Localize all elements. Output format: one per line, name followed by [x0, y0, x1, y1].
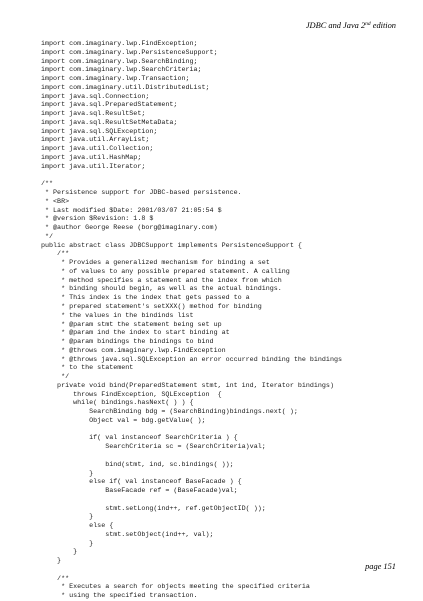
code-line: import java.sql.PreparedStatement; — [41, 101, 178, 110]
code-line: import java.sql.ResultSet; — [41, 110, 146, 119]
header-title-suffix: edition — [370, 21, 396, 30]
code-line: bind(stmt, ind, sc.bindings( )); — [41, 460, 234, 469]
code-line: } — [41, 548, 78, 557]
code-line: import java.sql.Connection; — [41, 92, 150, 101]
code-line: else if( val instanceof BaseFacade ) { — [41, 478, 242, 487]
code-line: import java.util.HashMap; — [41, 153, 142, 162]
code-line: */ — [41, 232, 54, 241]
code-line: * the values in the bindinds list — [41, 311, 194, 320]
code-line: } — [41, 513, 94, 522]
code-line: while( bindings.hasNext( ) ) { — [41, 399, 194, 408]
code-listing — [41, 40, 342, 601]
code-line: * This index is the index that gets passed to a — [41, 294, 250, 303]
code-line: * Provides a generalized mechanism for binding a set — [41, 259, 270, 268]
code-line: * @param ind the index to start binding at — [41, 329, 230, 338]
code-line: import com.imaginary.lwp.Transaction; — [41, 75, 190, 84]
code-line — [41, 452, 342, 461]
code-line: } — [41, 557, 62, 566]
code-line: * @param bindings the bindings to bind — [41, 338, 214, 347]
code-line: import java.sql.SQLException; — [41, 127, 158, 136]
code-line: import java.sql.ResultSetMetaData; — [41, 118, 178, 127]
code-line: */ — [41, 373, 70, 382]
code-line — [41, 171, 342, 180]
code-line — [41, 566, 342, 575]
code-line: * prepared statement's setXXX() method for binding — [41, 302, 262, 311]
code-line: public abstract class JDBCSupport implements PersistenceSupport { — [41, 241, 302, 250]
code-line — [41, 426, 342, 435]
code-line: import com.imaginary.lwp.FindException; — [41, 40, 198, 48]
code-line: import com.imaginary.lwp.PersistenceSupport; — [41, 48, 218, 57]
code-line: * of values to any possible prepared statement. A calling — [41, 267, 290, 276]
code-line: import java.util.Collection; — [41, 145, 154, 154]
header-title-prefix: JDBC and Java 2 — [305, 21, 366, 30]
code-line: * @version $Revision: 1.8 $ — [41, 215, 154, 224]
code-line: import com.imaginary.util.DistributedList; — [41, 83, 210, 92]
code-line: * @throws java.sql.SQLException an error occurred binding the bindings — [41, 355, 342, 364]
code-line: * Executes a search for objects meeting the specified criteria — [41, 583, 310, 592]
code-line: } — [41, 539, 94, 548]
code-line: SearchBinding bdg = (SearchBinding)bindings.next( ); — [41, 408, 298, 417]
code-line: * @param stmt the statement being set up — [41, 320, 222, 329]
code-line: * @author George Reese (borg@imaginary.com) — [41, 224, 218, 233]
code-line: import com.imaginary.lwp.SearchBinding; — [41, 57, 198, 66]
code-line: import java.util.Iterator; — [41, 162, 146, 171]
code-line: * using the specified transaction. — [41, 592, 198, 601]
header-title-superscript: nd — [365, 21, 371, 27]
code-line: * Persistence support for JDBC-based persistence. — [41, 189, 242, 198]
code-line: /** — [41, 180, 54, 189]
running-header — [306, 21, 396, 31]
code-line — [41, 496, 342, 505]
code-line: /** — [41, 250, 70, 259]
code-line: * binding should begin, as well as the actual bindings. — [41, 285, 282, 294]
code-line: else { — [41, 522, 114, 531]
code-line: import java.util.ArrayList; — [41, 136, 150, 145]
code-line: private void bind(PreparedStatement stmt, int ind, Iterator bindings) — [41, 381, 334, 390]
code-line: /** — [41, 574, 70, 583]
code-line: stmt.setObject(ind++, val); — [41, 530, 214, 539]
code-line: * @throws com.imaginary.lwp.FindException — [41, 346, 226, 355]
code-line: BaseFacade ref = (BaseFacade)val; — [41, 487, 238, 496]
code-line: * to the statement — [41, 364, 134, 373]
code-line: stmt.setLong(ind++, ref.getObjectID( )); — [41, 504, 266, 513]
code-line: throws FindException, SQLException { — [41, 390, 222, 399]
code-line: import com.imaginary.lwp.SearchCriteria; — [41, 66, 202, 75]
page-number: page 151 — [365, 562, 396, 571]
code-line: * Last modified $Date: 2001/03/07 21:05:54 $ — [41, 206, 222, 215]
code-line: Object val = bdg.getValue( ); — [41, 416, 206, 425]
code-line: if( val instanceof SearchCriteria ) { — [41, 434, 238, 443]
code-line: * method specifies a statement and the index from which — [41, 276, 282, 285]
code-line: } — [41, 469, 94, 478]
code-line: SearchCriteria sc = (SearchCriteria)val; — [41, 443, 266, 452]
code-line: * <BR> — [41, 197, 70, 206]
